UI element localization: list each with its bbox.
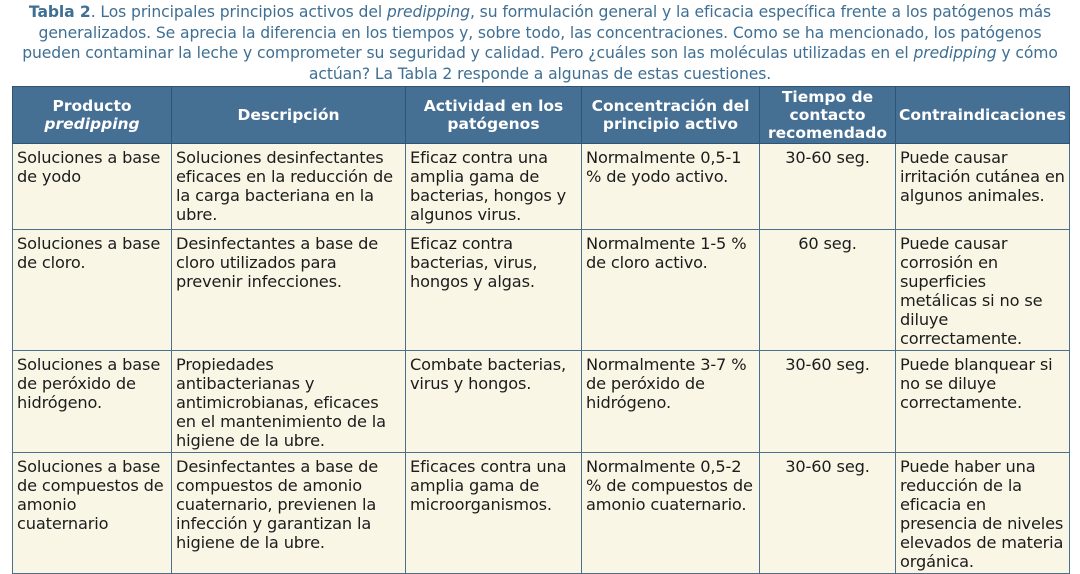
cell-concentracion: Normalmente 0,5-2 % de compuestos de amonio cuaternario. (582, 453, 760, 574)
cell-actividad: Eficaz contra bacterias, virus, hongos y algas. (406, 230, 582, 351)
table-caption (10, 2, 1070, 84)
caption-label: Tabla 2 (28, 3, 91, 21)
cell-tiempo: 60 seg. (760, 230, 896, 351)
cell-contraindicaciones: Puede blanquear si no se diluye correctamente. (896, 351, 1070, 453)
cell-concentracion: Normalmente 0,5-1 % de yodo activo. (582, 144, 760, 230)
cell-contraindicaciones: Puede causar corrosión en superficies metálicas si no se diluye correctamente. (896, 230, 1070, 351)
cell-descripcion: Propiedades antibacterianas y antimicrobianas, eficaces en el mantenimiento de la higiene de la ubre. (172, 351, 406, 453)
cell-tiempo: 30-60 seg. (760, 453, 896, 574)
header-concentracion: Concentración del principio activo (582, 87, 760, 144)
header-producto-line2: predipping (44, 115, 140, 133)
predipping-table (12, 86, 1070, 574)
cell-descripcion: Desinfectantes a base de cloro utilizados para prevenir infecciones. (172, 230, 406, 351)
cell-contraindicaciones: Puede causar irritación cutánea en algunos animales. (896, 144, 1070, 230)
cell-actividad: Eficaces contra una amplia gama de microorganismos. (406, 453, 582, 574)
cell-tiempo: 30-60 seg. (760, 351, 896, 453)
cell-contraindicaciones: Puede haber una reducción de la eficacia en presencia de niveles elevados de materia orgánica. (896, 453, 1070, 574)
cell-actividad: Combate bacterias, virus y hongos. (406, 351, 582, 453)
header-contraindicaciones: Contraindicaciones (896, 87, 1070, 144)
caption-text-part3: y cómo actúan? La Tabla 2 responde a algunas de estas cuestiones. (308, 44, 1058, 83)
header-actividad: Actividad en los patógenos (406, 87, 582, 144)
caption-term-predipping-2: predipping (913, 44, 997, 62)
caption-text-part1: . Los principales principios activos del (90, 3, 387, 21)
table-header-row (13, 87, 1070, 144)
header-descripcion: Descripción (172, 87, 406, 144)
header-producto (13, 87, 172, 144)
cell-tiempo: 30-60 seg. (760, 144, 896, 230)
table-row (13, 230, 1070, 351)
table-row (13, 351, 1070, 453)
table-row (13, 453, 1070, 574)
caption-text-part2: , su formulación general y la eficacia específica frente a los patógenos más generalizados. Se aprecia la diferencia en los tiempos y, sobre todo, las concentraciones. Como se ha mencionado, los patógenos pueden contaminar la leche y comprometer su seguridad y calidad. Pero ¿cuáles son las moléculas utilizadas en el (22, 3, 1052, 62)
caption-term-predipping-1: predipping (386, 3, 470, 21)
cell-producto: Soluciones a base de yodo (13, 144, 172, 230)
cell-concentracion: Normalmente 3-7 % de peróxido de hidrógeno. (582, 351, 760, 453)
cell-producto: Soluciones a base de cloro. (13, 230, 172, 351)
cell-concentracion: Normalmente 1-5 % de cloro activo. (582, 230, 760, 351)
cell-producto: Soluciones a base de compuestos de amonio cuaternario (13, 453, 172, 574)
table-row (13, 144, 1070, 230)
header-producto-line1: Producto (52, 97, 132, 115)
cell-actividad: Eficaz contra una amplia gama de bacterias, hongos y algunos virus. (406, 144, 582, 230)
cell-producto: Soluciones a base de peróxido de hidrógeno. (13, 351, 172, 453)
cell-descripcion: Soluciones desinfectantes eficaces en la reducción de la carga bacteriana en la ubre. (172, 144, 406, 230)
cell-descripcion: Desinfectantes a base de compuestos de amonio cuaternario, previenen la infección y garantizan la higiene de la ubre. (172, 453, 406, 574)
header-tiempo: Tiempo de contacto recomendado (760, 87, 896, 144)
